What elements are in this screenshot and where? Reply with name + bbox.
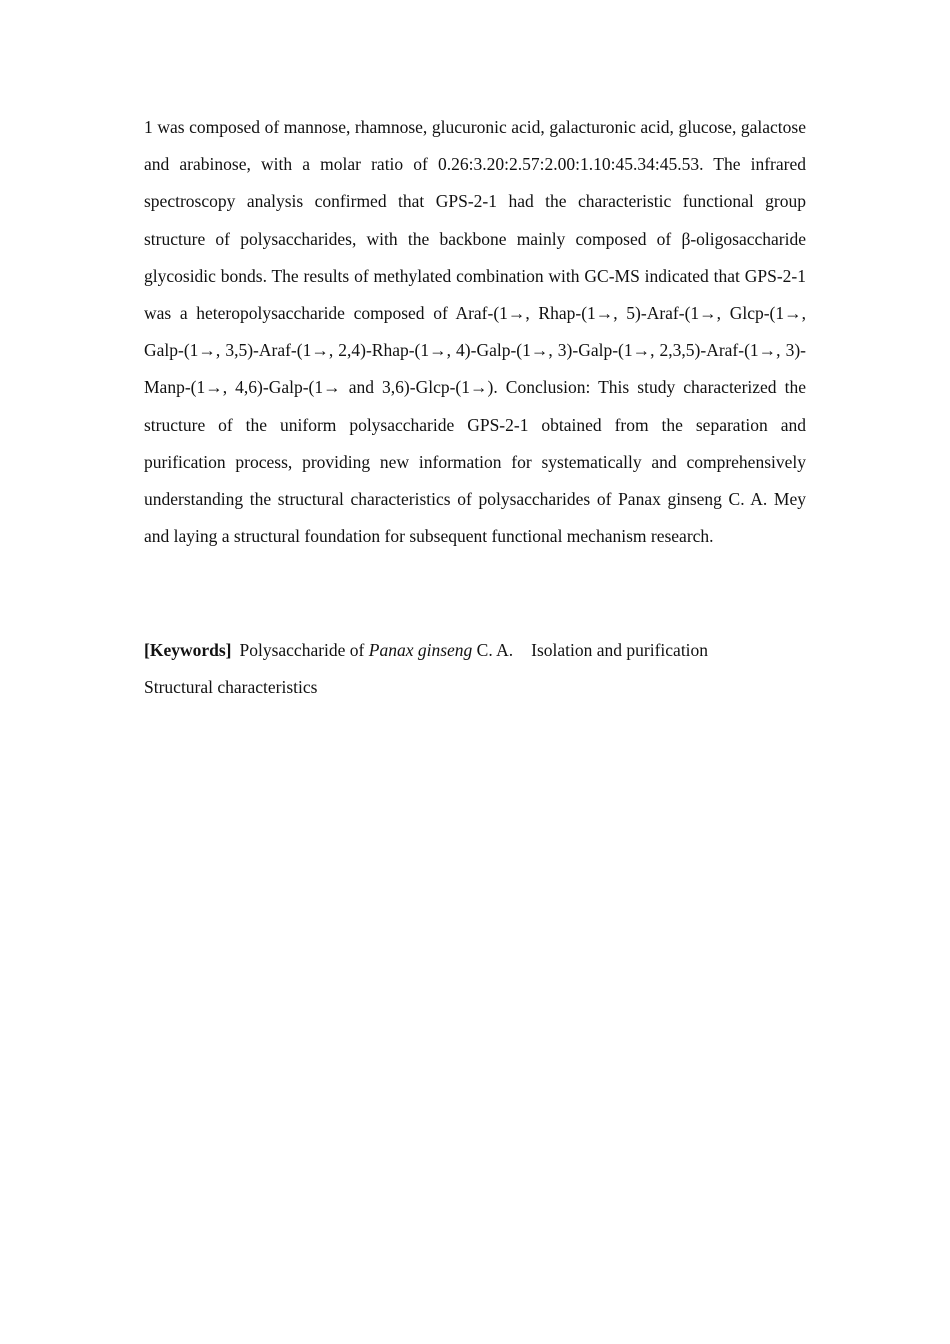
keyword-item-3: Structural characteristics [144,677,318,697]
keywords-line [144,632,806,706]
keywords-label: [Keywords] [144,640,232,660]
keyword-item-1-italic: Panax ginseng [368,640,473,660]
keyword-item-2: Isolation and purification [531,640,709,660]
keyword-item-1-prefix: Polysaccharide of [239,640,365,660]
keyword-item-1-suffix: C. A. [476,640,514,660]
abstract-paragraph: 1 was composed of mannose, rhamnose, glucuronic acid, galacturonic acid, glucose, galactose and arabinose, with a molar ratio of 0.26:3.20:2.57:2.00:1.10:45.34:45.53. The infrared spectroscopy analysis confirmed that GPS-2-1 had the characteristic functional group structure of polysaccharides, with the backbone mainly composed of β-oligosaccharide glycosidic bonds. The results of methylated combination with GC-MS indicated that GPS-2-1 was a heteropolysaccharide composed of Araf-(1→, Rhap-(1→, 5)-Araf-(1→, Glcp-(1→, Galp-(1→, 3,5)-Araf-(1→, 2,4)-Rhap-(1→, 4)-Galp-(1→, 3)-Galp-(1→, 2,3,5)-Araf-(1→, 3)-Manp-(1→, 4,6)-Galp-(1→ and 3,6)-Glcp-(1→). Conclusion: This study characterized the structure of the uniform polysaccharide GPS-2-1 obtained from the separation and purification process, providing new information for systematically and comprehensively understanding the structural characteristics of polysaccharides of Panax ginseng C. A. Mey and laying a structural foundation for subsequent functional mechanism research. [144,117,806,547]
